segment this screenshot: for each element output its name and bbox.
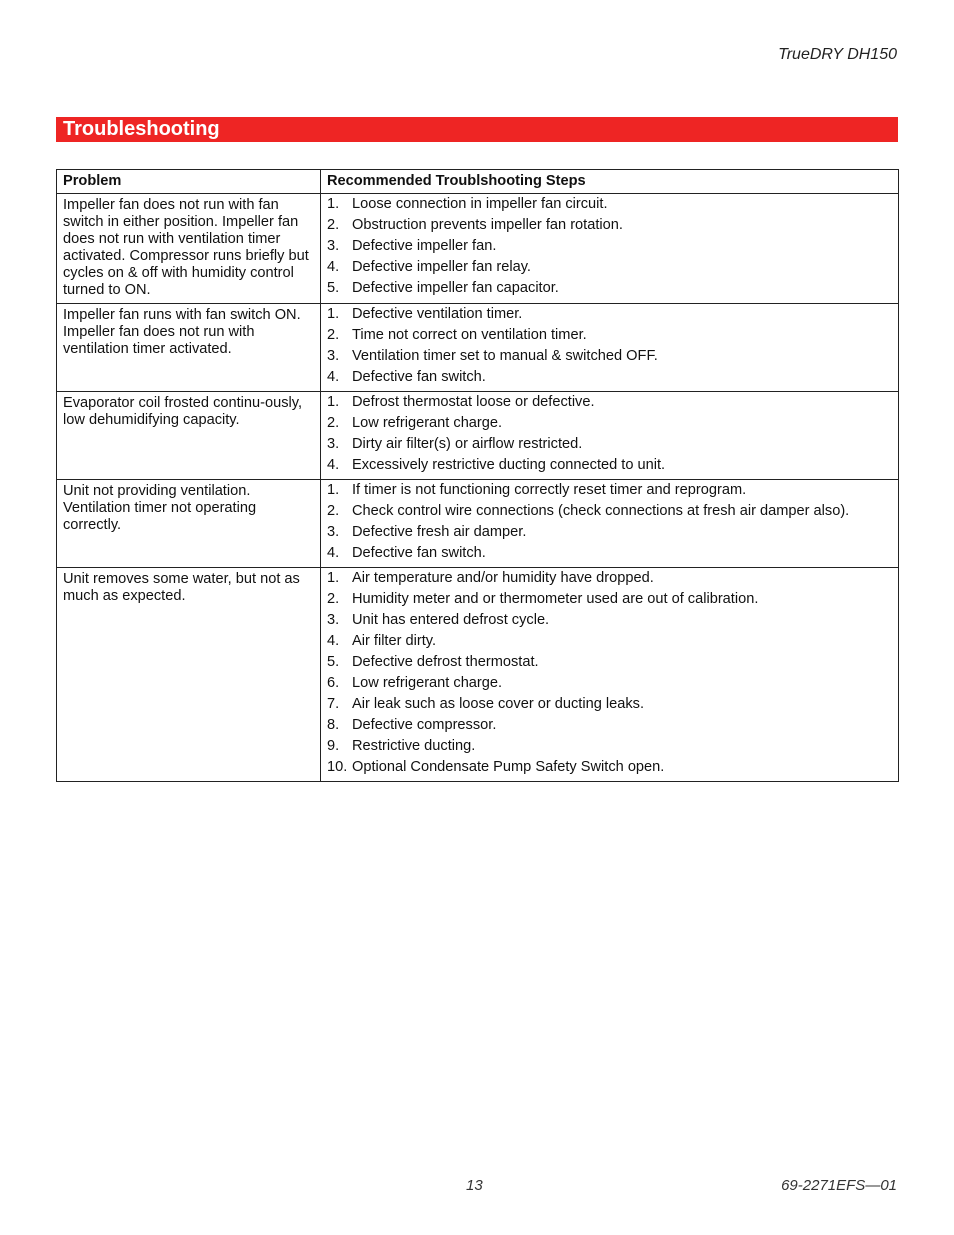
step-text: Defective fan switch. bbox=[352, 545, 486, 561]
header-problem: Problem bbox=[57, 170, 321, 194]
steps-list bbox=[327, 306, 892, 386]
page-number: 13 bbox=[466, 1177, 483, 1194]
list-item bbox=[327, 654, 892, 671]
step-text: Check control wire connections (check connections at fresh air damper also). bbox=[352, 503, 850, 519]
step-text: Ventilation timer set to manual & switched OFF. bbox=[352, 348, 658, 364]
list-item bbox=[327, 196, 892, 213]
step-number: 1. bbox=[327, 570, 340, 586]
list-item bbox=[327, 436, 892, 453]
list-item bbox=[327, 738, 892, 755]
step-number: 9. bbox=[327, 738, 340, 754]
step-text: Defrost thermostat loose or defective. bbox=[352, 394, 595, 410]
list-item bbox=[327, 524, 892, 541]
table-row bbox=[57, 304, 899, 392]
step-number: 1. bbox=[327, 306, 340, 322]
step-text: Air temperature and/or humidity have dropped. bbox=[352, 570, 654, 586]
step-number: 1. bbox=[327, 394, 340, 410]
steps-list bbox=[327, 570, 892, 776]
step-text: Defective impeller fan relay. bbox=[352, 259, 531, 275]
step-text: Defective fan switch. bbox=[352, 369, 486, 385]
step-text: Air filter dirty. bbox=[352, 633, 437, 649]
step-text: Defective ventilation timer. bbox=[352, 306, 523, 322]
step-text: Loose connection in impeller fan circuit. bbox=[352, 196, 608, 212]
steps-cell bbox=[321, 194, 899, 304]
list-item bbox=[327, 457, 892, 474]
step-number: 2. bbox=[327, 415, 340, 431]
step-text: Low refrigerant charge. bbox=[352, 675, 503, 691]
step-text: Defective fresh air damper. bbox=[352, 524, 527, 540]
list-item bbox=[327, 369, 892, 386]
problem-cell: Unit not providing ventilation. Ventilation timer not operating correctly. bbox=[57, 480, 321, 568]
list-item bbox=[327, 348, 892, 365]
list-item bbox=[327, 675, 892, 692]
step-number: 1. bbox=[327, 196, 340, 212]
document-number: 69-2271EFS—01 bbox=[781, 1177, 897, 1194]
step-number: 1. bbox=[327, 482, 340, 498]
list-item bbox=[327, 612, 892, 629]
table-header-row bbox=[57, 170, 899, 194]
table-row bbox=[57, 392, 899, 480]
step-number: 4. bbox=[327, 545, 340, 561]
list-item bbox=[327, 280, 892, 297]
step-number: 4. bbox=[327, 259, 340, 275]
list-item bbox=[327, 503, 892, 520]
steps-cell bbox=[321, 480, 899, 568]
list-item bbox=[327, 306, 892, 323]
list-item bbox=[327, 633, 892, 650]
product-name: TrueDRY DH150 bbox=[778, 46, 897, 63]
step-number: 2. bbox=[327, 217, 340, 233]
steps-cell bbox=[321, 392, 899, 480]
list-item bbox=[327, 482, 892, 499]
step-text: If timer is not functioning correctly reset timer and reprogram. bbox=[352, 482, 747, 498]
step-text: Dirty air filter(s) or airflow restricted. bbox=[352, 436, 583, 452]
problem-cell: Impeller fan runs with fan switch ON. Impeller fan does not run with ventilation timer activated. bbox=[57, 304, 321, 392]
step-number: 3. bbox=[327, 524, 340, 540]
list-item bbox=[327, 696, 892, 713]
table-row bbox=[57, 194, 899, 304]
step-number: 4. bbox=[327, 457, 340, 473]
step-number: 7. bbox=[327, 696, 340, 712]
list-item bbox=[327, 570, 892, 587]
step-number: 10. bbox=[327, 759, 348, 775]
list-item bbox=[327, 238, 892, 255]
step-text: Defective defrost thermostat. bbox=[352, 654, 539, 670]
step-number: 2. bbox=[327, 327, 340, 343]
step-number: 3. bbox=[327, 348, 340, 364]
table-row bbox=[57, 568, 899, 782]
step-text: Restrictive ducting. bbox=[352, 738, 476, 754]
list-item bbox=[327, 217, 892, 234]
step-number: 2. bbox=[327, 503, 340, 519]
step-number: 5. bbox=[327, 280, 340, 296]
step-text: Unit has entered defrost cycle. bbox=[352, 612, 550, 628]
step-text: Humidity meter and or thermometer used are out of calibration. bbox=[352, 591, 759, 607]
list-item bbox=[327, 545, 892, 562]
step-number: 3. bbox=[327, 436, 340, 452]
problem-cell: Evaporator coil frosted continu-ously, low dehumidifying capacity. bbox=[57, 392, 321, 480]
section-title: Troubleshooting bbox=[63, 118, 220, 140]
step-number: 3. bbox=[327, 612, 340, 628]
step-number: 4. bbox=[327, 633, 340, 649]
step-number: 3. bbox=[327, 238, 340, 254]
header-steps: Recommended Troublshooting Steps bbox=[321, 170, 899, 194]
table-row bbox=[57, 480, 899, 568]
problem-cell: Impeller fan does not run with fan switch in either position. Impeller fan does not run with ventilation timer activated. Compressor runs briefly but cycles on & off with humidity control turned to ON. bbox=[57, 194, 321, 304]
section-header-bar bbox=[56, 117, 898, 142]
troubleshooting-table bbox=[56, 169, 899, 782]
step-number: 8. bbox=[327, 717, 340, 733]
table-body bbox=[57, 194, 899, 782]
step-number: 5. bbox=[327, 654, 340, 670]
list-item bbox=[327, 591, 892, 608]
step-text: Low refrigerant charge. bbox=[352, 415, 503, 431]
list-item bbox=[327, 415, 892, 432]
step-text: Defective impeller fan capacitor. bbox=[352, 280, 559, 296]
list-item bbox=[327, 717, 892, 734]
step-text: Defective compressor. bbox=[352, 717, 497, 733]
step-number: 2. bbox=[327, 591, 340, 607]
step-number: 4. bbox=[327, 369, 340, 385]
step-text: Defective impeller fan. bbox=[352, 238, 497, 254]
step-text: Obstruction prevents impeller fan rotation. bbox=[352, 217, 623, 233]
step-text: Air leak such as loose cover or ducting leaks. bbox=[352, 696, 645, 712]
step-text: Optional Condensate Pump Safety Switch open. bbox=[352, 759, 665, 775]
list-item bbox=[327, 259, 892, 276]
steps-cell bbox=[321, 568, 899, 782]
step-text: Excessively restrictive ducting connected to unit. bbox=[352, 457, 666, 473]
step-number: 6. bbox=[327, 675, 340, 691]
step-text: Time not correct on ventilation timer. bbox=[352, 327, 587, 343]
list-item bbox=[327, 759, 892, 776]
steps-list bbox=[327, 394, 892, 474]
list-item bbox=[327, 327, 892, 344]
steps-cell bbox=[321, 304, 899, 392]
steps-list bbox=[327, 196, 892, 297]
steps-list bbox=[327, 482, 892, 562]
list-item bbox=[327, 394, 892, 411]
problem-cell: Unit removes some water, but not as much as expected. bbox=[57, 568, 321, 782]
